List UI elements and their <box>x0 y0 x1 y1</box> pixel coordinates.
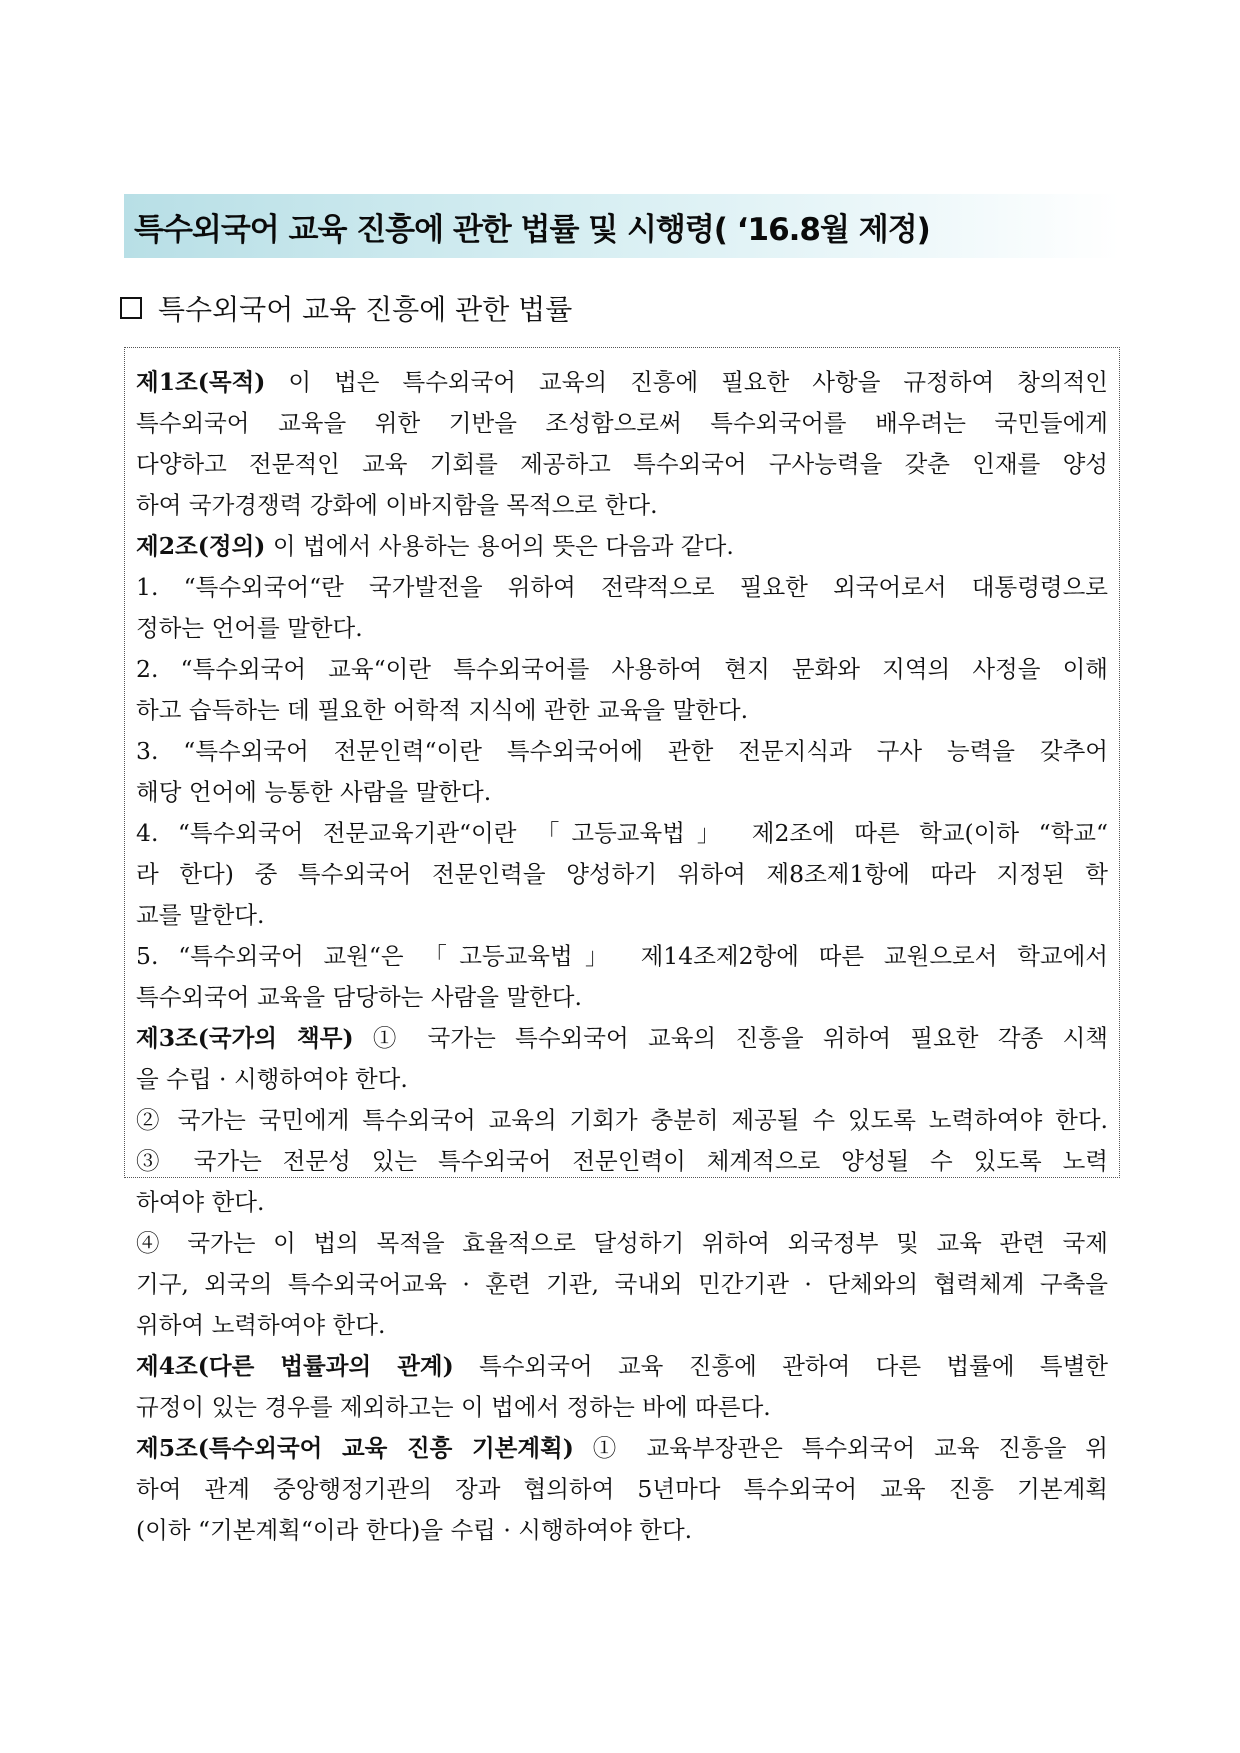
document-title: 특수외국어 교육 진흥에 관한 법률 및 시행령( ‘16.8월 제정) <box>134 211 930 248</box>
article-text: ④ 국가는 이 법의 목적을 효율적으로 달성하기 위하여 외국정부 및 교육 관련 국제 <box>136 1229 1108 1257</box>
article-text: 특수외국어 교육을 담당하는 사람을 말한다. <box>136 983 582 1011</box>
article-text: ① 교육부장관은 특수외국어 교육 진흥을 위 <box>573 1434 1108 1462</box>
section-heading <box>120 288 572 328</box>
article-text: 2. “특수외국어 교육“이란 특수외국어를 사용하여 현지 문화와 지역의 사정을 이해 <box>136 655 1108 683</box>
law-text-line <box>136 690 1108 731</box>
article-text: 5. “특수외국어 교원“은 「고등교육법」 제14조제2항에 따른 교원으로서 학교에서 <box>136 942 1108 970</box>
article-text: 특수외국어 교육을 위한 기반을 조성함으로써 특수외국어를 배우려는 국민들에게 <box>136 409 1108 437</box>
section-heading-text: 특수외국어 교육 진흥에 관한 법률 <box>158 293 573 326</box>
article-text: 이 법은 특수외국어 교육의 진흥에 필요한 사항을 규정하여 창의적인 <box>265 368 1108 396</box>
law-text-line <box>136 444 1108 485</box>
checkbox-icon <box>120 297 142 319</box>
law-text-line <box>136 567 1108 608</box>
law-text-line <box>136 731 1108 772</box>
law-text-line <box>136 403 1108 444</box>
law-text-line <box>136 649 1108 690</box>
article-text: 하여 관계 중앙행정기관의 장과 협의하여 5년마다 특수외국어 교육 진흥 기본계획 <box>136 1475 1108 1503</box>
law-text-line <box>136 1469 1108 1510</box>
article-text: 해당 언어에 능통한 사람을 말한다. <box>136 778 492 806</box>
article-text: ③ 국가는 전문성 있는 특수외국어 전문인력이 체계적으로 양성될 수 있도록 노력 <box>136 1147 1108 1175</box>
law-text-line <box>136 854 1108 895</box>
law-text-line <box>136 1264 1108 1305</box>
article-heading: 제2조(정의) <box>136 532 266 560</box>
article-text: 위하여 노력하여야 한다. <box>136 1311 386 1339</box>
article-text: 1. “특수외국어“란 국가발전을 위하여 전략적으로 필요한 외국어로서 대통령령으로 <box>136 573 1108 601</box>
law-text-line <box>136 1141 1108 1182</box>
article-heading: 제1조(목적) <box>136 368 266 396</box>
law-text-line <box>136 772 1108 813</box>
article-text: 4. “특수외국어 전문교육기관“이란 「고등교육법」 제2조에 따른 학교(이하 “학교“ <box>136 819 1108 847</box>
law-text-line <box>136 608 1108 649</box>
article-text: 정하는 언어를 말한다. <box>136 614 363 642</box>
law-text-line <box>136 362 1108 403</box>
law-text-line <box>136 1305 1108 1346</box>
article-text: 3. “특수외국어 전문인력“이란 특수외국어에 관한 전문지식과 구사 능력을 갖추어 <box>136 737 1108 765</box>
article-text: 이 법에서 사용하는 용어의 뜻은 다음과 같다. <box>265 532 734 560</box>
title-banner <box>124 194 1120 258</box>
law-text-line <box>136 1223 1108 1264</box>
article-text: 하여야 한다. <box>136 1188 265 1216</box>
law-text-line <box>136 485 1108 526</box>
article-text: 하여 국가경쟁력 강화에 이바지함을 목적으로 한다. <box>136 491 658 519</box>
law-text-line <box>136 1018 1108 1059</box>
law-text-line <box>136 1346 1108 1387</box>
law-text-box <box>124 347 1120 1544</box>
law-text-line <box>136 895 1108 936</box>
article-text: ② 국가는 국민에게 특수외국어 교육의 기회가 충분히 제공될 수 있도록 노력하여야 한다. <box>136 1106 1108 1134</box>
law-text-line <box>136 1387 1108 1428</box>
law-text-line <box>136 1059 1108 1100</box>
article-text: ① 국가는 특수외국어 교육의 진흥을 위하여 필요한 각종 시책 <box>353 1024 1108 1052</box>
article-heading: 제5조(특수외국어 교육 진흥 기본계획) <box>136 1434 574 1462</box>
article-heading: 제4조(다른 법률과의 관계) <box>136 1352 454 1380</box>
law-text-line <box>136 526 1108 567</box>
article-text: 특수외국어 교육 진흥에 관하여 다른 법률에 특별한 <box>453 1352 1108 1380</box>
law-text-line <box>136 1182 1108 1223</box>
article-text: (이하 “기본계획“이라 한다)을 수립 · 시행하여야 한다. <box>136 1516 693 1544</box>
article-text: 을 수립 · 시행하여야 한다. <box>136 1065 408 1093</box>
article-text: 라 한다) 중 특수외국어 전문인력을 양성하기 위하여 제8조제1항에 따라 지정된 학 <box>136 860 1108 888</box>
law-text-line <box>136 1100 1108 1141</box>
article-text: 규정이 있는 경우를 제외하고는 이 법에서 정하는 바에 따른다. <box>136 1393 771 1421</box>
law-text-line <box>136 813 1108 854</box>
article-text: 기구, 외국의 특수외국어교육 · 훈련 기관, 국내외 민간기관 · 단체와의 협력체계 구축을 <box>136 1270 1108 1298</box>
article-text: 다양하고 전문적인 교육 기회를 제공하고 특수외국어 구사능력을 갖춘 인재를 양성 <box>136 450 1108 478</box>
law-text-line <box>136 1428 1108 1469</box>
article-heading: 제3조(국가의 책무) <box>136 1024 354 1052</box>
law-text-line <box>136 1510 1108 1551</box>
article-text: 교를 말한다. <box>136 901 265 929</box>
law-text-line <box>136 936 1108 977</box>
article-text: 하고 습득하는 데 필요한 어학적 지식에 관한 교육을 말한다. <box>136 696 749 724</box>
law-text-line <box>136 977 1108 1018</box>
